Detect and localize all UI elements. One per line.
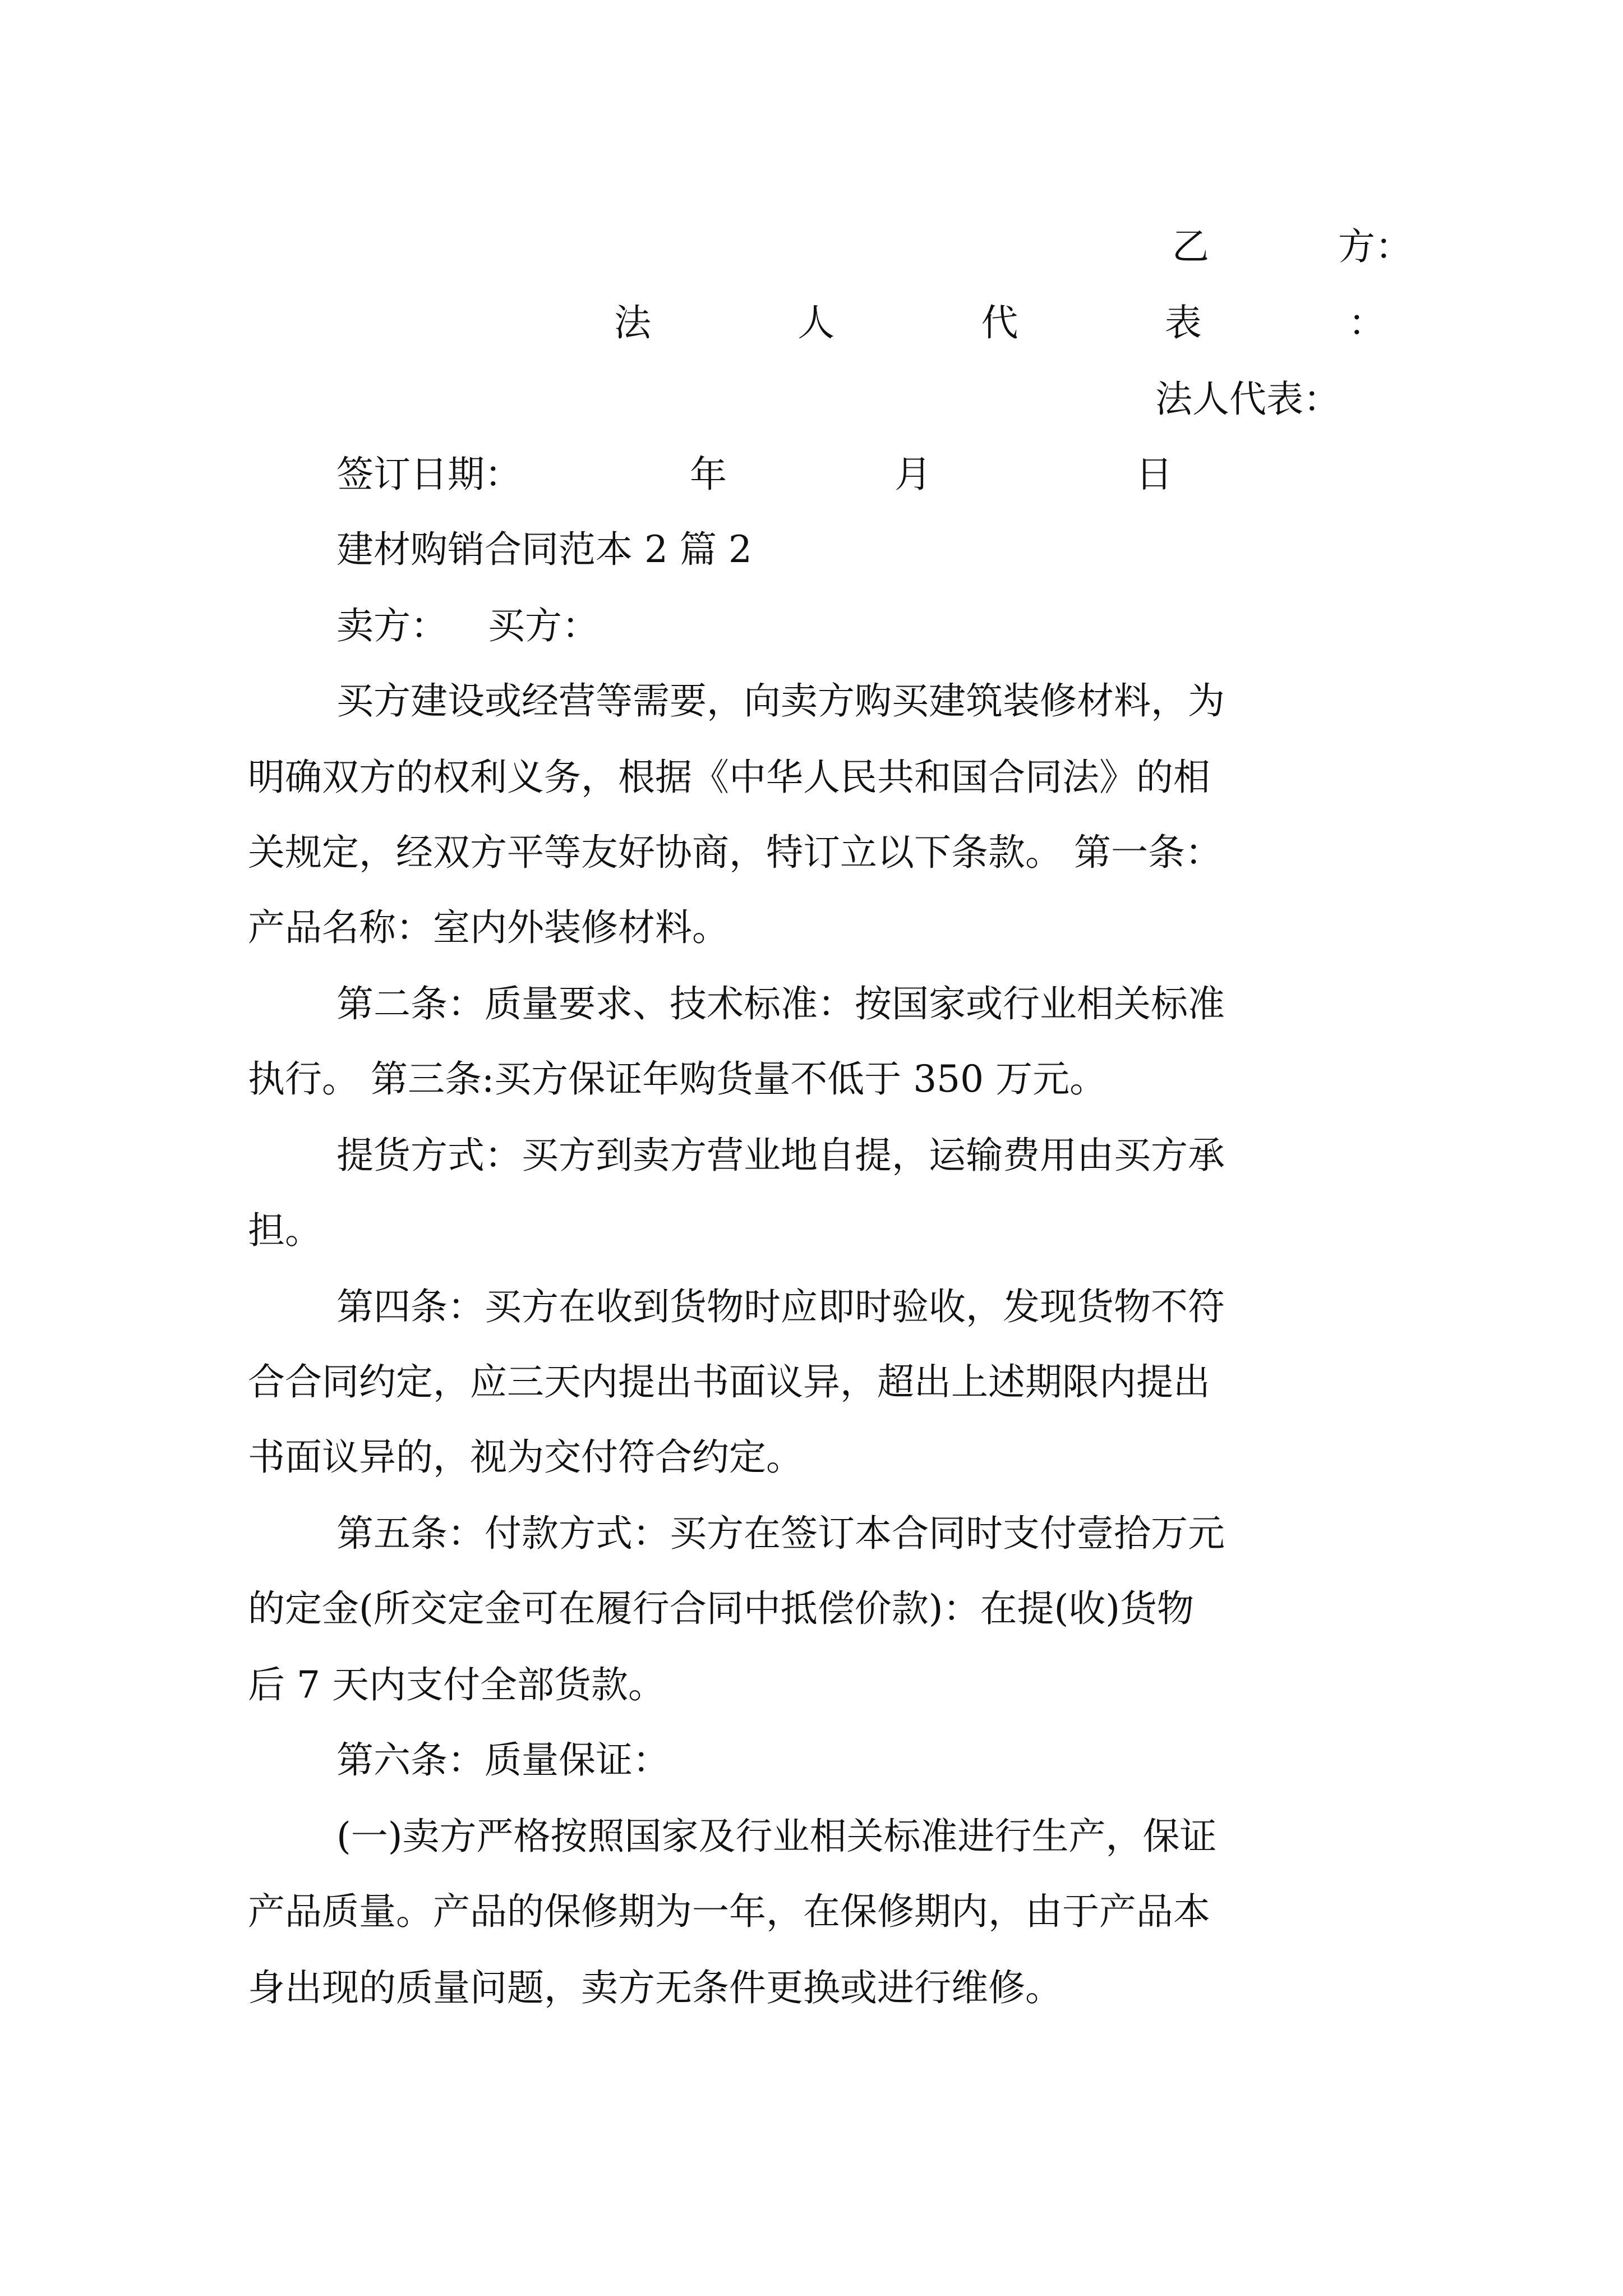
body-line-9: 第四条：买方在收到货物时应即时验收，发现货物不符 xyxy=(336,1285,1225,1328)
body-line-12: 第五条：付款方式：买方在签订本合同时支付壹拾万元 xyxy=(336,1512,1225,1555)
signing-date-label: 签订日期： xyxy=(336,453,522,496)
legal-rep-char-4: 表 xyxy=(1164,301,1202,344)
body-line-11: 书面议异的，视为交付符合约定。 xyxy=(248,1435,803,1479)
body-line-18: 身出现的质量问题，卖方无条件更换或进行维修。 xyxy=(248,1966,1062,2009)
body-line-7: 提货方式：买方到卖方营业地自提，运输费用由买方承 xyxy=(336,1134,1225,1177)
body-line-17: 产品质量。产品的保修期为一年，在保修期内，由于产品本 xyxy=(248,1890,1210,1933)
body-line-2: 明确双方的权利义务，根据《中华人民共和国合同法》的相 xyxy=(248,756,1210,799)
legal-rep-char-1: 法 xyxy=(614,301,651,344)
body-line-6: 执行。 第三条:买方保证年购货量不低于 350 万元。 xyxy=(248,1057,1107,1101)
body-line-3: 关规定，经双方平等友好协商，特订立以下条款。 第一条： xyxy=(248,831,1222,874)
signing-date-year: 年 xyxy=(690,453,727,496)
legal-rep-label: 法人代表： xyxy=(1155,378,1340,421)
signing-date-month: 月 xyxy=(895,453,932,496)
body-line-15: 第六条：质量保证： xyxy=(336,1738,670,1782)
seller-label: 卖方： xyxy=(336,604,448,647)
body-line-14: 后 7 天内支付全部货款。 xyxy=(248,1663,665,1706)
body-line-4: 产品名称：室内外装修材料。 xyxy=(248,906,729,949)
document-title: 建材购销合同范本 2 篇 2 xyxy=(336,528,752,571)
buyer-label: 买方： xyxy=(488,604,599,647)
body-line-8: 担。 xyxy=(248,1209,322,1252)
signing-date-day: 日 xyxy=(1136,453,1173,496)
party-b-label xyxy=(1172,224,1412,269)
body-line-16: (一)卖方严格按照国家及行业相关标准进行生产，保证 xyxy=(336,1815,1217,1858)
body-line-5: 第二条：质量要求、技术标准：按国家或行业相关标准 xyxy=(336,982,1225,1025)
legal-rep-char-5: ： xyxy=(1348,301,1385,344)
body-line-13: 的定金(所交定金可在履行合同中抵偿价款)：在提(收)货物 xyxy=(248,1587,1194,1630)
body-line-10: 合合同约定，应三天内提出书面议异，超出上述期限内提出 xyxy=(248,1360,1210,1404)
body-line-1: 买方建设或经营等需要，向卖方购买建筑装修材料，为 xyxy=(336,679,1225,723)
legal-rep-char-3: 代 xyxy=(981,301,1018,344)
legal-rep-char-2: 人 xyxy=(797,301,835,344)
party-b-char-1: 乙 xyxy=(1172,225,1209,268)
legal-rep-spread-label xyxy=(614,301,1385,346)
party-b-char-2: 方： xyxy=(1338,225,1412,268)
